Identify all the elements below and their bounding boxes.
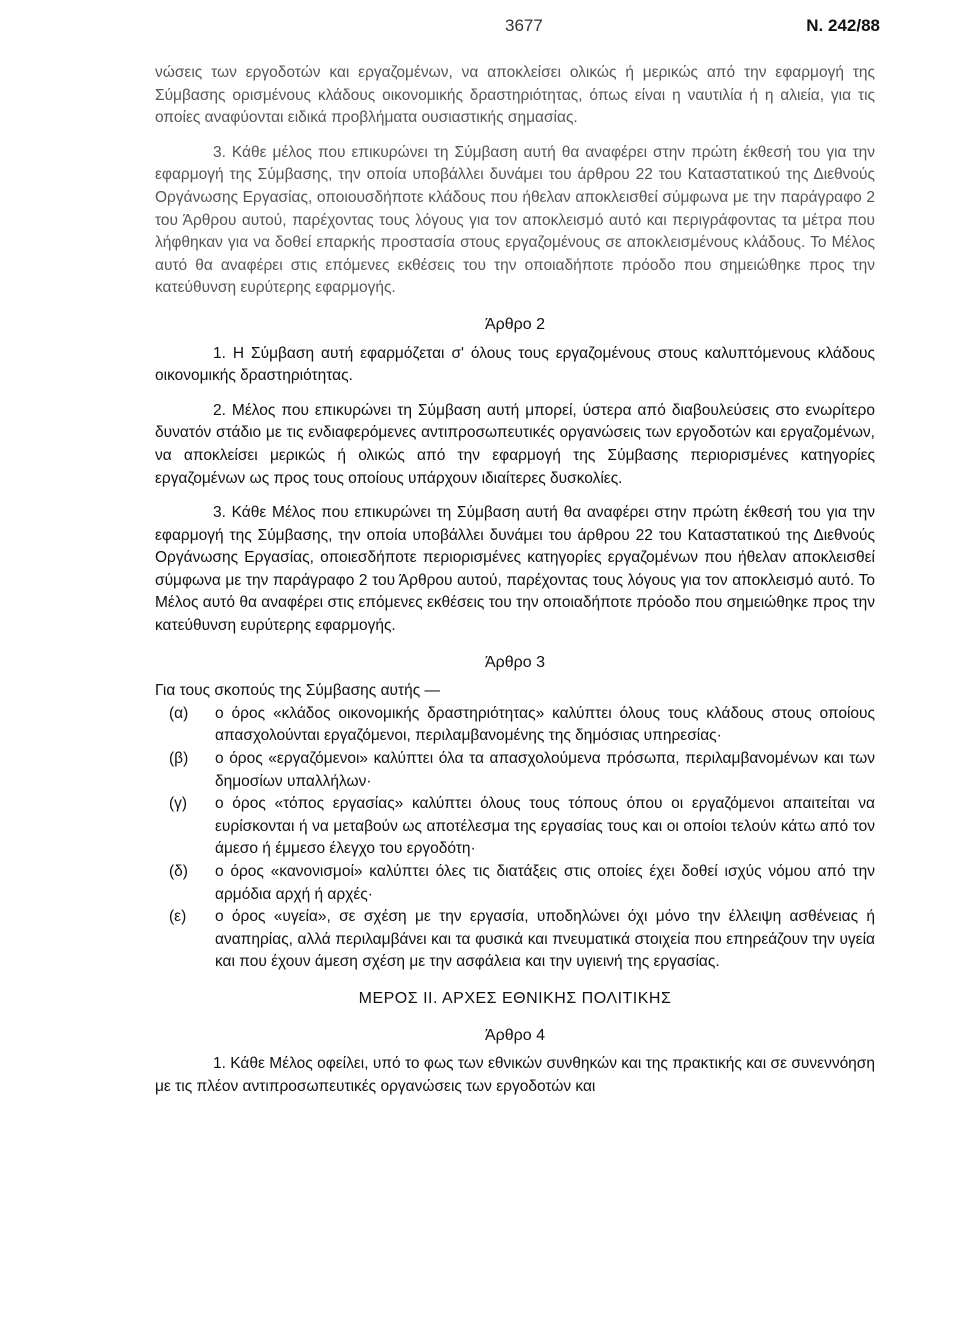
part2-heading: ΜΕΡΟΣ ΙΙ. ΑΡΧΕΣ ΕΘΝΙΚΗΣ ΠΟΛΙΤΙΚΗΣ <box>358 989 672 1007</box>
article2-paragraph1: 1. Η Σύμβαση αυτή εφαρμόζεται σ' όλους τους εργαζομένους στους καλυπτόμενους κλάδους οικονομικής δραστηριότητας. <box>155 344 875 385</box>
definition-text: ο όρος «τόπος εργασίας» καλύπτει όλους τους τόπους όπου οι εργαζόμενοι απαιτείται να ευρίσκονται ή να μεταβούν ως αποτέλεσμα της εργασίας τους και οι οποίοι τελούν κάτω από τον άμεσο ή έμμεσο έλεγχο του εργοδότη· <box>215 795 875 858</box>
definition-label: (δ) <box>169 863 188 880</box>
definition-text: ο όρος «υγεία», σε σχέση με την εργασία, υποδηλώνει όχι μόνο την έλλειψη ασθένειας ή αναπηρίας, αλλά περιλαμβάνει και τα φυσικά και πνευματικά στοιχεία που επηρεάζουν την υγεία και που έχουν άμεση σχέση με την ασφάλεια και την υγιεινή της εργασίας. <box>215 908 875 971</box>
definition-item <box>155 906 875 974</box>
definition-label: (γ) <box>169 795 188 813</box>
article3-heading: Άρθρο 3 <box>484 653 546 671</box>
definition-label: (β) <box>169 750 189 768</box>
definition-item <box>155 861 875 906</box>
article2-paragraph3: 3. Κάθε Μέλος που επικυρώνει τη Σύμβαση αυτή θα αναφέρει στην πρώτη έκθεσή του για την εφαρμογή της Σύμβασης, την οποία υποβάλλει δυνάμει του άρθρου 22 του Καταστατικού της Διεθνούς Οργάνωσης Εργασίας, οποιεσδήποτε περιορισμένες κατηγορίες εργαζομένων που ήθελαν αποκλεισθεί σύμφωνα με την παράγραφο 2 του Άρθρου αυτού, παρέχοντας τους λόγους για τον αποκλεισμό αυτό. Το Μέλος αυτό θα αναφέρει στις επόμενες εκθέσεις του την οποιαδήποτε πρόοδο που σημειώθηκε προς την κατεύθυνση ευρύτερης εφαρμογής. <box>155 504 875 635</box>
definition-item <box>155 793 875 861</box>
definition-text: ο όρος «κλάδος οικονομικής δραστηριότητας» καλύπτει όλους τους κλάδους στους οποίους απασχολούνται εργαζόμενοι, περιλαμβανομένης της δημόσιας υπηρεσίας· <box>215 704 875 745</box>
article2-paragraph2: 2. Μέλος που επικυρώνει τη Σύμβαση αυτή μπορεί, ύστερα από διαβουλεύσεις στο ενωρίτερο δυνατόν στάδιο με τις ενδιαφερόμενες αντιπροσωπευτικές οργανώσεις των εργοδοτών και εργαζομένων, να αποκλείσει μερικώς ή ολικώς από την εφαρμογή της Σύμβασης περιορισμένες κατηγορίες εργαζομένων ως προς τους οποίους υπάρχουν ιδιαίτερες δυσκολίες. <box>155 401 875 487</box>
definition-item <box>155 703 875 748</box>
page-number: 3677 <box>505 16 543 35</box>
definition-text: ο όρος «εργαζόμενοι» καλύπτει όλα τα απασχολούμενα πρόσωπα, περιλαμβανομένων και των δημοσίων υπαλλήλων· <box>215 750 875 790</box>
page-header <box>0 16 960 40</box>
definition-text: ο όρος «κανονισμοί» καλύπτει όλες τις διατάξεις στις οποίες έχει δοθεί ισχύς νόμου από την αρμόδια αρχή ή αρχές· <box>215 863 875 903</box>
continuation-paragraph: νώσεις των εργοδοτών και εργαζομένων, να αποκλείσει ολικώς ή μερικώς από την εφαρμογή της Σύμβασης ορισμένους κλάδους οικονομικής δραστηριότητας, όπως είναι η ναυτιλία ή η αλιεία, για τις οποίες αναφύονται ειδικά προβλήματα ουσιαστικής σημασίας. <box>155 64 875 127</box>
article4-paragraph1: 1. Κάθε Μέλος οφείλει, υπό το φως των εθνικών συνθηκών και της πρακτικής και σε συνεννόηση με τις πλέον αντιπροσωπευτικές οργανώσεις των εργοδοτών και <box>155 1055 875 1095</box>
article2-heading: Άρθρο 2 <box>484 315 546 333</box>
document-body <box>155 62 875 1098</box>
article3-intro: Για τους σκοπούς της Σύμβασης αυτής — <box>155 682 441 700</box>
law-reference: Ν. 242/88 <box>806 16 880 35</box>
definition-label: (ε) <box>169 908 187 926</box>
article1-paragraph3: 3. Κάθε μέλος που επικυρώνει τη Σύμβαση αυτή θα αναφέρει στην πρώτη έκθεσή του για την εφαρμογή της Σύμβασης, την οποία υποβάλλει δυνάμει του άρθρου 22 του Καταστατικού της Διεθνούς Οργάνωσης Εργασίας, οποιουσδήποτε κλάδους που ήθελαν αποκλεισθεί σύμφωνα με την παράγραφο 2 του Άρθρου αυτού, παρέχοντας τους λόγους για τον αποκλεισμό αυτό και περιγράφοντας τα μέτρα που λήφθηκαν για να δοθεί επαρκής προστασία στους εργαζομένους σε αποκλεισμένους κλάδους. Το Μέλος αυτό θα αναφέρει στις επόμενες εκθέσεις του την οποιαδήποτε πρόοδο που σημειώθηκε προς την κατεύθυνση ευρύτερης εφαρμογής. <box>155 143 875 297</box>
definition-label: (α) <box>169 704 189 722</box>
article4-heading: Άρθρο 4 <box>484 1026 546 1044</box>
definition-item <box>155 748 875 793</box>
